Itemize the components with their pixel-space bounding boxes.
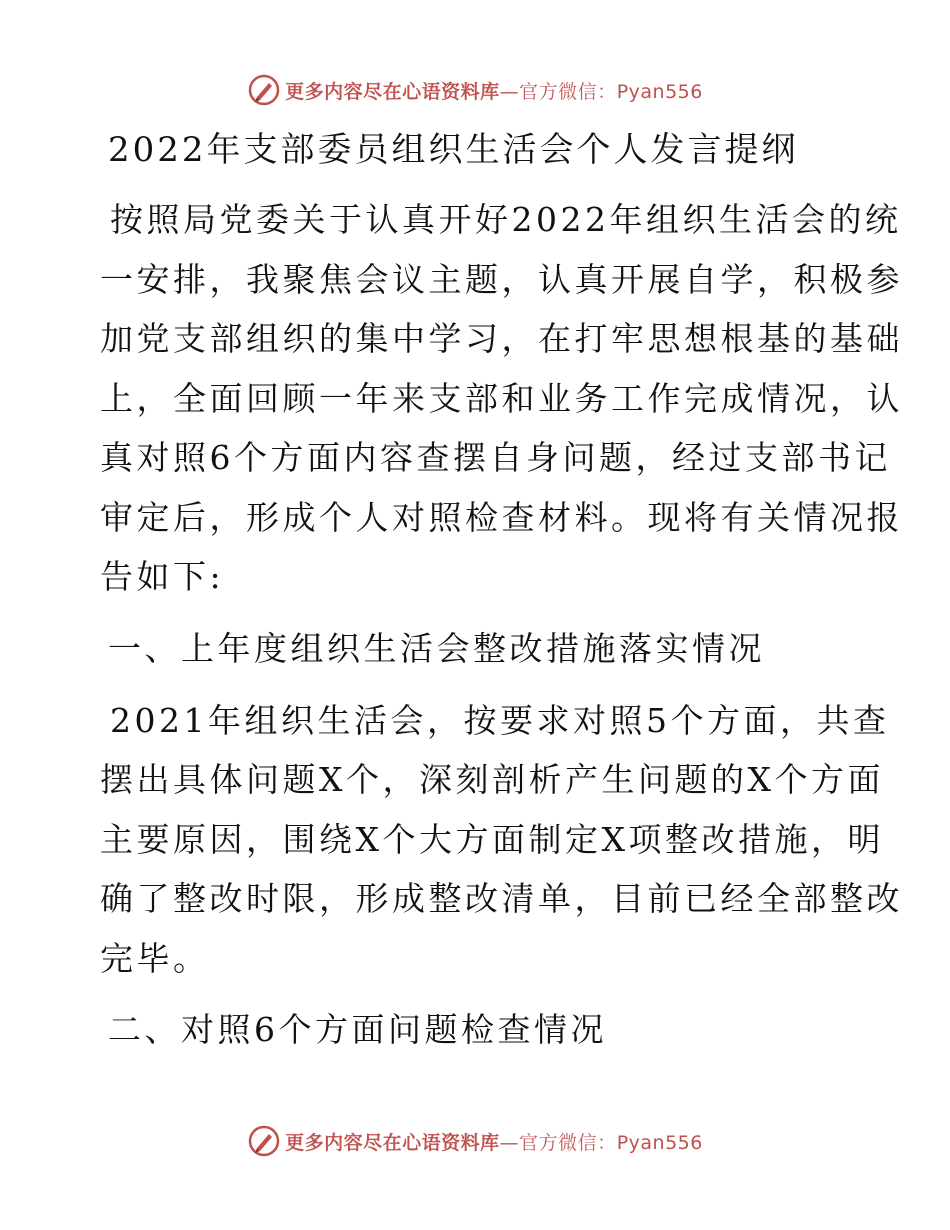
watermark-wechat-id: Pyan556 <box>616 80 703 103</box>
intro-line: 加党支部组织的集中学习，在打牢思想根基的基础 <box>100 319 903 358</box>
document-body <box>100 120 903 1072</box>
section-1-line: 2021年组织生活会，按要求对照5个方面，共查 <box>110 700 890 740</box>
watermark-dash: — <box>499 80 520 103</box>
intro-line: 按照局党委关于认真开好2022年组织生活会的统 <box>110 200 902 239</box>
watermark-wechat-id: Pyan556 <box>616 1131 703 1154</box>
watermark-text <box>285 1128 703 1155</box>
section-2-heading: 二、对照6个方面问题检查情况 <box>108 1010 607 1049</box>
watermark-banner-top <box>0 68 950 112</box>
watermark-site: 更多内容尽在心语资料库 <box>285 80 500 103</box>
intro-line: 审定后，形成个人对照检查材料。现将有关情况报 <box>100 497 903 537</box>
intro-line: 真对照6个方面内容查摆自身问题，经过支部书记 <box>100 438 891 477</box>
watermark-banner-bottom <box>0 1119 950 1163</box>
intro-paragraph <box>100 190 903 607</box>
watermark-dash: — <box>499 1131 520 1154</box>
section-1-paragraph <box>100 691 903 989</box>
watermark-wechat-label: 官方微信： <box>519 1131 617 1154</box>
intro-line: 一安排，我聚焦会议主题，认真开展自学，积极参 <box>100 259 903 299</box>
watermark-text <box>285 77 703 104</box>
section-1-line: 确了整改时限，形成整改清单，目前已经全部整改 <box>100 879 903 918</box>
section-1-line: 完毕。 <box>100 938 210 978</box>
pen-logo-icon <box>247 1124 281 1158</box>
watermark-wechat-label: 官方微信： <box>519 80 617 103</box>
section-1-heading: 一、上年度组织生活会整改措施落实情况 <box>108 628 765 668</box>
watermark-site: 更多内容尽在心语资料库 <box>285 1131 500 1154</box>
intro-line: 告如下: <box>100 557 225 596</box>
section-1-line: 摆出具体问题X个，深刻剖析产生问题的X个方面 <box>100 760 884 799</box>
intro-line: 上，全面回顾一年来支部和业务工作完成情况，认 <box>100 378 903 418</box>
document-title: 2022年支部委员组织生活会个人发言提纲 <box>108 130 799 170</box>
pen-logo-icon <box>247 73 281 107</box>
section-1-line: 主要原因，围绕X个大方面制定X项整改措施，明 <box>100 819 884 859</box>
